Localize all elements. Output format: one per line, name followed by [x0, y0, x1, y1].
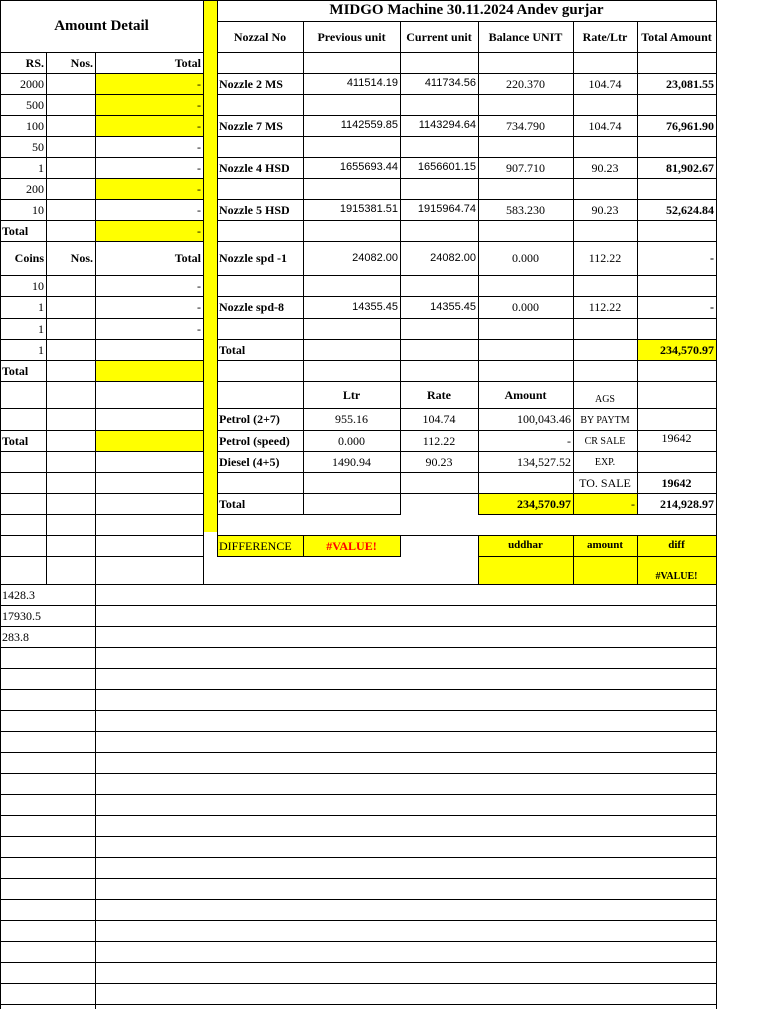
- grid-line: [0, 451, 204, 452]
- nozzle-rate: 112.22: [588, 300, 622, 314]
- summary-amount: -: [567, 433, 571, 448]
- side-total-value: -: [631, 496, 635, 511]
- nozzle-rate: 104.74: [588, 118, 622, 133]
- grid-line: [0, 962, 717, 963]
- coin-total: [95, 339, 203, 360]
- grid-line: [217, 360, 717, 361]
- grid-line: [0, 647, 717, 648]
- note-value: 17930.5: [2, 608, 41, 623]
- nozzle-header: Previous unit: [317, 29, 386, 44]
- grid-line: [0, 689, 717, 690]
- side-label-to-sale: TO. SALE: [579, 475, 631, 490]
- cash-denomination: 500: [26, 97, 44, 112]
- grid-line: [0, 535, 204, 536]
- nozzle-name: Nozzle spd -1: [219, 251, 287, 265]
- nozzle-balance-unit: 734.790: [506, 118, 545, 133]
- summary-rate: 90.23: [425, 454, 453, 469]
- cash-header-nos: Nos.: [70, 55, 93, 70]
- grid-line: [0, 408, 204, 409]
- side-label-paytm: BY PAYTM: [580, 415, 630, 426]
- grid-line: [0, 731, 717, 732]
- nozzle-rate: 90.23: [591, 160, 619, 175]
- cash-total: -: [197, 181, 201, 196]
- nozzle-header: Current unit: [406, 29, 472, 44]
- grid-line: [217, 556, 401, 557]
- nozzle-previous-unit: 24082.00: [352, 251, 398, 264]
- difference-label: DIFFERENCE: [219, 538, 292, 553]
- summary-ltr: 0.000: [338, 433, 365, 448]
- grid-line: [0, 752, 717, 753]
- summary-rate: 104.74: [422, 412, 456, 426]
- nozzle-previous-unit: 14355.45: [352, 300, 398, 313]
- coin-header-total: Total: [174, 251, 201, 265]
- nozzle-balance-unit: 0.000: [512, 300, 539, 314]
- grid-line: [0, 878, 717, 879]
- grid-line: [0, 773, 717, 774]
- amount-label: amount: [586, 539, 624, 551]
- nozzle-current-unit: 14355.45: [430, 300, 476, 313]
- nozzle-current-unit: 1143294.64: [418, 119, 476, 131]
- grid-line: [203, 0, 204, 533]
- nozzle-previous-unit: 411514.19: [346, 77, 398, 89]
- grid-line: [0, 941, 717, 942]
- nozzle-name: Nozzle 4 HSD: [219, 160, 290, 175]
- coin-total: -: [197, 300, 201, 314]
- grid-line: [0, 836, 717, 837]
- cash-total-value: -: [197, 223, 201, 238]
- nozzle-total-amount: 52,624.84: [666, 202, 714, 217]
- grid-line: [0, 899, 717, 900]
- summary-header-amount: Amount: [504, 387, 547, 402]
- grid-line: [217, 275, 717, 276]
- nozzle-balance-unit: 583.230: [506, 202, 545, 217]
- nozzle-total-amount: 23,081.55: [666, 76, 714, 91]
- cash-total: -: [197, 202, 201, 217]
- grid-line: [0, 857, 717, 858]
- grid-line: [0, 668, 717, 669]
- grid-line: [0, 920, 717, 921]
- nozzle-name: Nozzle 7 MS: [219, 118, 283, 133]
- nozzle-name: Nozzle spd-8: [219, 300, 284, 314]
- grid-line: [0, 472, 204, 473]
- coin-total: -: [197, 278, 201, 293]
- coin-header-coins: Coins: [14, 251, 44, 265]
- grid-line: [217, 318, 717, 319]
- grid-line: [0, 584, 717, 585]
- grand-value: 214,928.97: [660, 496, 714, 511]
- summary-label: Diesel (4+5): [219, 454, 280, 469]
- cash-total: -: [197, 139, 201, 154]
- nozzle-total-amount: -: [710, 251, 714, 265]
- grid-line: [0, 514, 204, 515]
- yellow-total-cell: [95, 431, 203, 451]
- grid-line: [0, 493, 204, 494]
- summary-amount: 100,043.46: [517, 412, 571, 426]
- sheet-title: MIDGO Machine 30.11.2024 Andev gurjar: [329, 2, 604, 18]
- nozzle-previous-unit: 1915381.51: [339, 203, 398, 215]
- nozzle-rate: 112.22: [588, 251, 622, 265]
- grid-line: [0, 815, 717, 816]
- nozzle-total-amount: 81,902.67: [666, 160, 714, 175]
- grid-line: [217, 514, 401, 515]
- grid-line: [0, 626, 717, 627]
- amount-detail-title: Amount Detail: [54, 17, 149, 34]
- grid-line: [217, 94, 717, 95]
- coin-denomination: 1: [38, 300, 44, 314]
- coin-denomination: 1: [38, 321, 44, 336]
- nozzle-total-label: Total: [219, 342, 246, 357]
- nozzle-rate: 104.74: [588, 76, 622, 91]
- nozzle-header: Rate/Ltr: [582, 29, 628, 44]
- grid-line: [0, 1004, 717, 1005]
- nozzle-current-unit: 411734.56: [424, 77, 476, 89]
- cash-denomination: 10: [32, 202, 44, 217]
- cash-header-rs: RS.: [25, 55, 44, 70]
- cash-denomination: 200: [26, 181, 44, 196]
- cash-denomination: 100: [26, 118, 44, 133]
- yellow-total-cell: [95, 361, 203, 381]
- nozzle-header: Balance UNIT: [488, 29, 563, 44]
- nozzle-rate: 90.23: [591, 202, 619, 217]
- summary-ltr: 1490.94: [332, 454, 371, 469]
- uddhar-label: uddhar: [508, 539, 543, 551]
- summary-header-ltr: Ltr: [342, 387, 361, 402]
- nozzle-name: Nozzle 5 HSD: [219, 202, 290, 217]
- nozzle-balance-unit: 0.000: [512, 251, 539, 265]
- summary-amount: 134,527.52: [517, 454, 571, 469]
- nozzle-current-unit: 1915964.74: [417, 203, 476, 215]
- coin-denomination: 10: [32, 278, 44, 293]
- summary-total-label: Total: [219, 496, 246, 511]
- summary-ltr: 955.16: [335, 412, 368, 426]
- side-label-ags: AGS: [594, 394, 615, 405]
- cash-denomination: 50: [32, 139, 44, 154]
- grid-line: [0, 794, 717, 795]
- grid-line: [217, 52, 717, 53]
- cash-total: -: [197, 118, 201, 133]
- note-value: 283.8: [2, 629, 29, 644]
- grid-line: [478, 514, 717, 515]
- grid-line: [0, 381, 204, 382]
- diff-value: #VALUE!: [655, 570, 698, 582]
- coin-header-nos: Nos.: [70, 251, 93, 265]
- summary-label: Petrol (2+7): [219, 412, 280, 426]
- nozzle-previous-unit: 1655693.44: [339, 161, 398, 173]
- side-label-exp: EXP.: [594, 456, 616, 468]
- summary-total-value: 234,570.97: [517, 496, 571, 511]
- grid-line: [0, 710, 717, 711]
- cash-total-label: Total: [2, 223, 29, 238]
- nozzle-previous-unit: 1142559.85: [340, 119, 398, 131]
- cash-total: -: [197, 97, 201, 112]
- grid-line: [46, 52, 47, 585]
- grid-line: [0, 605, 717, 606]
- diff-label: diff: [668, 539, 685, 551]
- difference-value: #VALUE!: [326, 538, 377, 553]
- grid-line: [217, 220, 717, 221]
- cash-denomination: 2000: [20, 76, 44, 91]
- cr-sale-value: 19642: [661, 430, 692, 445]
- cash-header-total: Total: [174, 55, 201, 70]
- to-sale-value: 19642: [661, 475, 692, 490]
- nozzle-total-amount: 76,961.90: [666, 118, 714, 133]
- coin-total: -: [197, 321, 201, 336]
- coin-total-label: Total: [2, 363, 29, 378]
- summary-header-rate: Rate: [427, 387, 451, 402]
- left-total-label: Total: [2, 433, 29, 448]
- grid-line: [400, 535, 401, 557]
- nozzle-current-unit: 24082.00: [430, 251, 476, 264]
- grid-line: [478, 556, 717, 557]
- nozzle-total-amount: -: [710, 300, 714, 314]
- nozzle-balance-unit: 907.710: [506, 160, 545, 175]
- yellow-column: [203, 0, 217, 532]
- cash-denomination: 1: [38, 160, 44, 175]
- note-value: 1428.3: [2, 587, 35, 602]
- coin-denomination: 1: [38, 342, 44, 357]
- grid-line: [716, 0, 717, 1009]
- nozzle-current-unit: 1656601.15: [417, 161, 476, 173]
- side-label-cr-sale: CR SALE: [584, 435, 626, 447]
- nozzle-balance-unit: 220.370: [506, 76, 545, 91]
- nozzle-header: Nozzal No: [233, 29, 287, 44]
- grid-line: [0, 983, 717, 984]
- summary-label: Petrol (speed): [219, 433, 290, 448]
- nozzle-header: Total Amount: [641, 29, 712, 44]
- grid-line: [217, 136, 717, 137]
- nozzle-total-value: 234,570.97: [660, 342, 714, 357]
- cash-total: -: [197, 76, 201, 91]
- grid-line: [0, 556, 204, 557]
- nozzle-name: Nozzle 2 MS: [219, 76, 283, 91]
- grid-line: [95, 584, 96, 1009]
- grid-line: [217, 178, 717, 179]
- cash-total: -: [197, 160, 201, 175]
- summary-rate: 112.22: [422, 433, 456, 448]
